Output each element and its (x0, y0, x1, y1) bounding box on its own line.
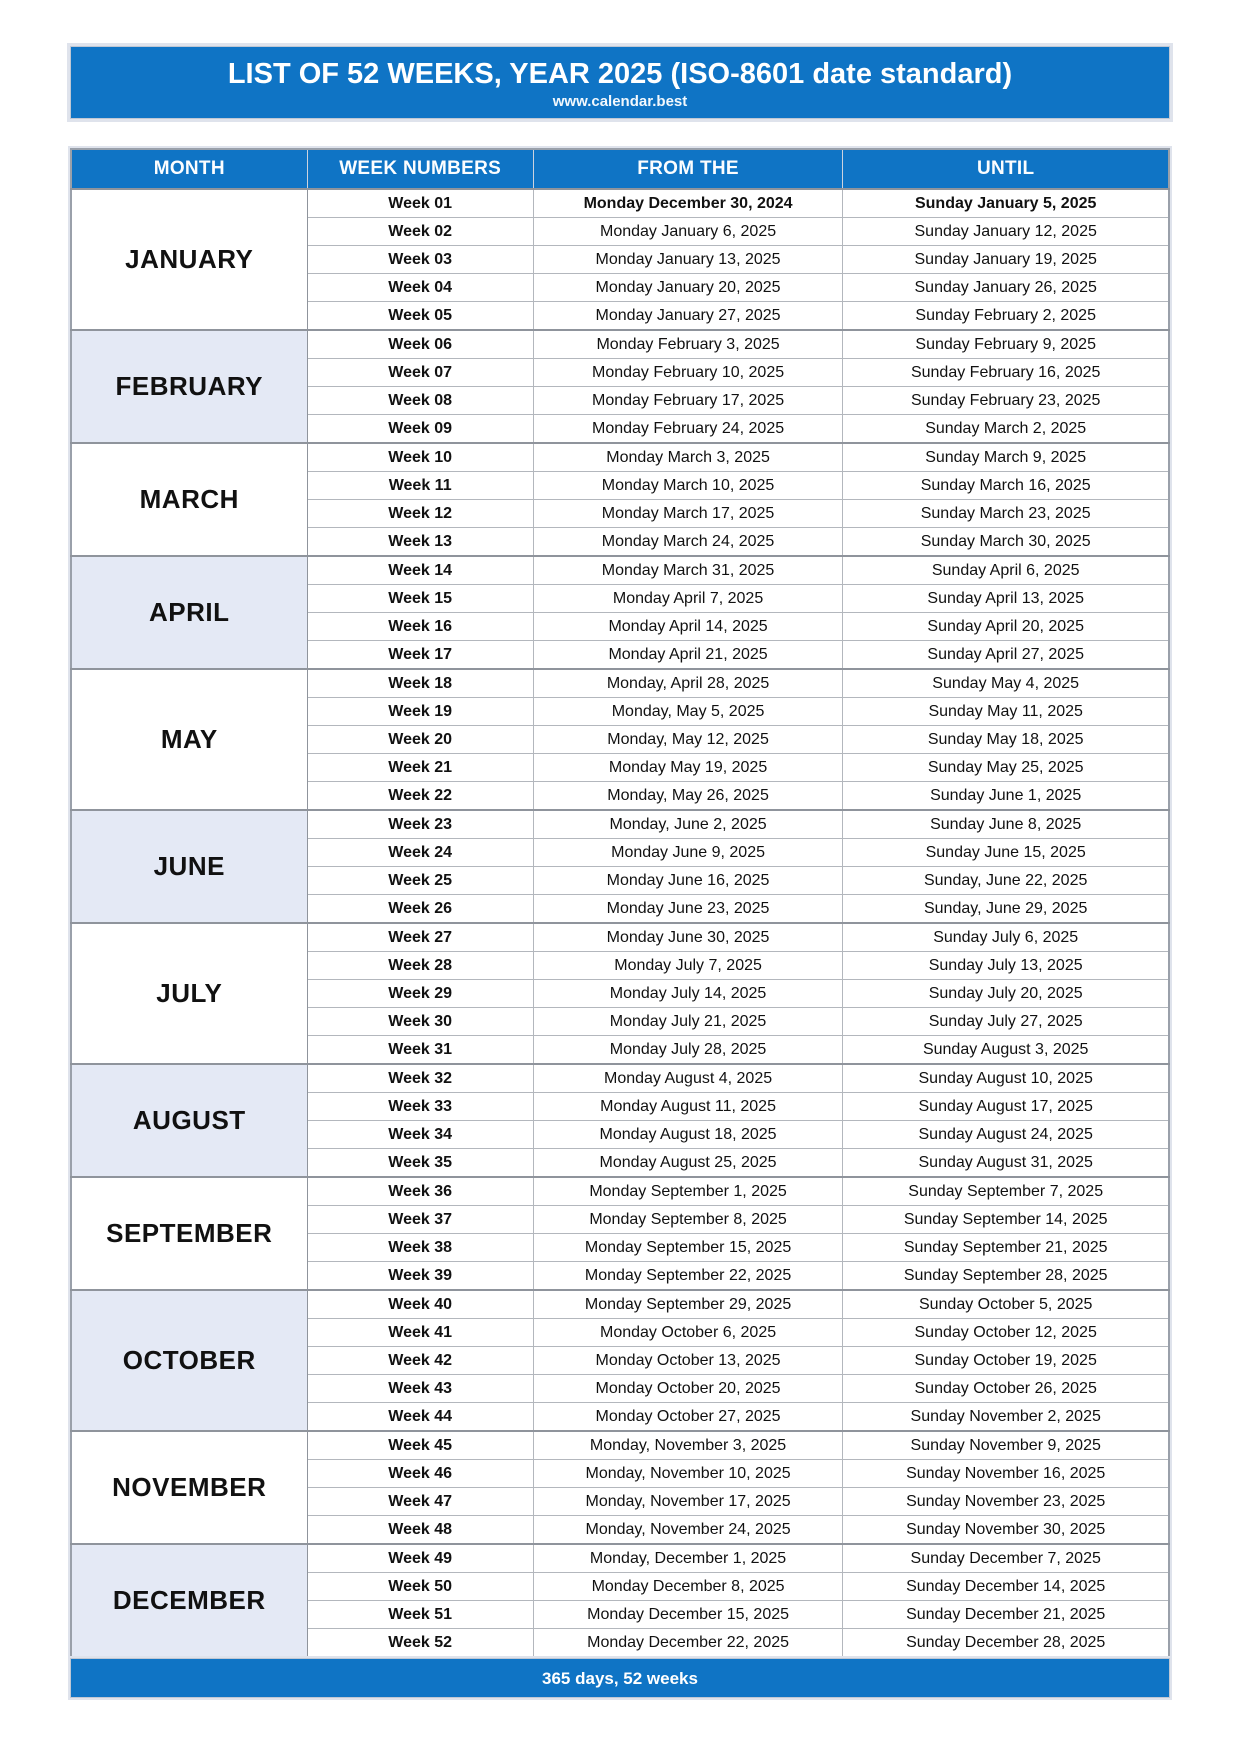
month-cell-may: MAY (71, 669, 307, 810)
from-date: Monday, December 1, 2025 (533, 1544, 843, 1573)
from-date: Monday September 1, 2025 (533, 1177, 843, 1206)
month-cell-july: JULY (71, 923, 307, 1064)
until-date: Sunday February 2, 2025 (843, 302, 1169, 331)
from-date: Monday January 6, 2025 (533, 218, 843, 246)
month-cell-august: AUGUST (71, 1064, 307, 1177)
week-row (71, 810, 1169, 839)
month-cell-june: JUNE (71, 810, 307, 923)
week-number-label: Week 11 (307, 472, 533, 500)
footer-banner (70, 1658, 1170, 1698)
until-date: Sunday May 25, 2025 (843, 754, 1169, 782)
week-number-label: Week 22 (307, 782, 533, 811)
until-date: Sunday August 31, 2025 (843, 1149, 1169, 1178)
until-date: Sunday October 26, 2025 (843, 1375, 1169, 1403)
month-cell-september: SEPTEMBER (71, 1177, 307, 1290)
until-date: Sunday May 11, 2025 (843, 698, 1169, 726)
until-date: Sunday March 30, 2025 (843, 528, 1169, 557)
until-date: Sunday October 12, 2025 (843, 1319, 1169, 1347)
week-number-label: Week 39 (307, 1262, 533, 1291)
table-header-row (71, 149, 1169, 189)
week-number-label: Week 45 (307, 1431, 533, 1460)
from-date: Monday June 23, 2025 (533, 895, 843, 924)
from-date: Monday January 20, 2025 (533, 274, 843, 302)
from-date: Monday January 27, 2025 (533, 302, 843, 331)
until-date: Sunday December 28, 2025 (843, 1629, 1169, 1658)
from-date: Monday April 14, 2025 (533, 613, 843, 641)
week-number-label: Week 07 (307, 359, 533, 387)
week-number-label: Week 21 (307, 754, 533, 782)
week-number-label: Week 26 (307, 895, 533, 924)
from-date: Monday March 10, 2025 (533, 472, 843, 500)
from-date: Monday, May 26, 2025 (533, 782, 843, 811)
week-number-label: Week 06 (307, 330, 533, 359)
month-cell-december: DECEMBER (71, 1544, 307, 1657)
until-date: Sunday September 14, 2025 (843, 1206, 1169, 1234)
month-cell-february: FEBRUARY (71, 330, 307, 443)
until-date: Sunday August 24, 2025 (843, 1121, 1169, 1149)
from-date: Monday December 22, 2025 (533, 1629, 843, 1658)
until-date: Sunday September 7, 2025 (843, 1177, 1169, 1206)
from-date: Monday September 15, 2025 (533, 1234, 843, 1262)
title-banner (70, 46, 1170, 119)
week-number-label: Week 52 (307, 1629, 533, 1658)
from-date: Monday October 13, 2025 (533, 1347, 843, 1375)
from-date: Monday March 17, 2025 (533, 500, 843, 528)
week-row (71, 556, 1169, 585)
from-date: Monday, November 24, 2025 (533, 1516, 843, 1545)
month-cell-april: APRIL (71, 556, 307, 669)
week-number-label: Week 15 (307, 585, 533, 613)
until-date: Sunday June 1, 2025 (843, 782, 1169, 811)
from-date: Monday February 3, 2025 (533, 330, 843, 359)
week-number-label: Week 30 (307, 1008, 533, 1036)
week-number-label: Week 02 (307, 218, 533, 246)
until-date: Sunday November 16, 2025 (843, 1460, 1169, 1488)
week-row (71, 330, 1169, 359)
from-date: Monday July 21, 2025 (533, 1008, 843, 1036)
weeks-table (70, 148, 1170, 1658)
until-date: Sunday January 12, 2025 (843, 218, 1169, 246)
week-number-label: Week 24 (307, 839, 533, 867)
week-row (71, 1064, 1169, 1093)
week-number-label: Week 49 (307, 1544, 533, 1573)
until-date: Sunday March 23, 2025 (843, 500, 1169, 528)
week-row (71, 923, 1169, 952)
from-date: Monday, May 12, 2025 (533, 726, 843, 754)
from-date: Monday July 28, 2025 (533, 1036, 843, 1065)
week-number-label: Week 16 (307, 613, 533, 641)
from-date: Monday August 4, 2025 (533, 1064, 843, 1093)
until-date: Sunday July 6, 2025 (843, 923, 1169, 952)
week-number-label: Week 01 (307, 189, 533, 218)
week-number-label: Week 13 (307, 528, 533, 557)
until-date: Sunday February 23, 2025 (843, 387, 1169, 415)
until-date: Sunday November 2, 2025 (843, 1403, 1169, 1432)
column-header-until: UNTIL (843, 149, 1169, 189)
until-date: Sunday November 30, 2025 (843, 1516, 1169, 1545)
week-row (71, 443, 1169, 472)
until-date: Sunday May 18, 2025 (843, 726, 1169, 754)
until-date: Sunday July 20, 2025 (843, 980, 1169, 1008)
from-date: Monday June 30, 2025 (533, 923, 843, 952)
from-date: Monday April 7, 2025 (533, 585, 843, 613)
week-row (71, 189, 1169, 218)
week-number-label: Week 27 (307, 923, 533, 952)
until-date: Sunday June 15, 2025 (843, 839, 1169, 867)
from-date: Monday March 3, 2025 (533, 443, 843, 472)
week-number-label: Week 20 (307, 726, 533, 754)
from-date: Monday September 29, 2025 (533, 1290, 843, 1319)
week-number-label: Week 14 (307, 556, 533, 585)
until-date: Sunday, June 29, 2025 (843, 895, 1169, 924)
until-date: Sunday January 5, 2025 (843, 189, 1169, 218)
from-date: Monday, April 28, 2025 (533, 669, 843, 698)
from-date: Monday December 15, 2025 (533, 1601, 843, 1629)
week-number-label: Week 09 (307, 415, 533, 444)
from-date: Monday August 25, 2025 (533, 1149, 843, 1178)
until-date: Sunday October 5, 2025 (843, 1290, 1169, 1319)
from-date: Monday February 17, 2025 (533, 387, 843, 415)
month-cell-january: JANUARY (71, 189, 307, 330)
footer-summary: 365 days, 52 weeks (542, 1669, 698, 1688)
week-number-label: Week 12 (307, 500, 533, 528)
week-number-label: Week 10 (307, 443, 533, 472)
page-title: LIST OF 52 WEEKS, YEAR 2025 (ISO-8601 date standard) (227, 58, 1013, 90)
week-number-label: Week 32 (307, 1064, 533, 1093)
week-number-label: Week 19 (307, 698, 533, 726)
until-date: Sunday March 16, 2025 (843, 472, 1169, 500)
until-date: Sunday April 13, 2025 (843, 585, 1169, 613)
month-cell-march: MARCH (71, 443, 307, 556)
week-number-label: Week 40 (307, 1290, 533, 1319)
until-date: Sunday July 13, 2025 (843, 952, 1169, 980)
until-date: Sunday July 27, 2025 (843, 1008, 1169, 1036)
from-date: Monday June 16, 2025 (533, 867, 843, 895)
week-number-label: Week 41 (307, 1319, 533, 1347)
week-number-label: Week 23 (307, 810, 533, 839)
from-date: Monday, November 17, 2025 (533, 1488, 843, 1516)
week-number-label: Week 51 (307, 1601, 533, 1629)
week-number-label: Week 28 (307, 952, 533, 980)
month-cell-october: OCTOBER (71, 1290, 307, 1431)
from-date: Monday February 10, 2025 (533, 359, 843, 387)
week-number-label: Week 43 (307, 1375, 533, 1403)
from-date: Monday March 24, 2025 (533, 528, 843, 557)
website-link[interactable]: www.calendar.best (552, 93, 688, 110)
until-date: Sunday August 17, 2025 (843, 1093, 1169, 1121)
from-date: Monday, June 2, 2025 (533, 810, 843, 839)
calendar-page (70, 0, 1170, 1698)
week-number-label: Week 35 (307, 1149, 533, 1178)
from-date: Monday, May 5, 2025 (533, 698, 843, 726)
week-number-label: Week 17 (307, 641, 533, 670)
from-date: Monday January 13, 2025 (533, 246, 843, 274)
from-date: Monday August 18, 2025 (533, 1121, 843, 1149)
from-date: Monday August 11, 2025 (533, 1093, 843, 1121)
week-row (71, 669, 1169, 698)
week-number-label: Week 05 (307, 302, 533, 331)
until-date: Sunday August 10, 2025 (843, 1064, 1169, 1093)
week-number-label: Week 18 (307, 669, 533, 698)
week-row (71, 1544, 1169, 1573)
from-date: Monday October 6, 2025 (533, 1319, 843, 1347)
until-date: Sunday September 28, 2025 (843, 1262, 1169, 1291)
week-number-label: Week 42 (307, 1347, 533, 1375)
until-date: Sunday March 2, 2025 (843, 415, 1169, 444)
until-date: Sunday, June 22, 2025 (843, 867, 1169, 895)
from-date: Monday February 24, 2025 (533, 415, 843, 444)
week-number-label: Week 33 (307, 1093, 533, 1121)
from-date: Monday April 21, 2025 (533, 641, 843, 670)
until-date: Sunday October 19, 2025 (843, 1347, 1169, 1375)
from-date: Monday May 19, 2025 (533, 754, 843, 782)
week-number-label: Week 50 (307, 1573, 533, 1601)
until-date: Sunday April 27, 2025 (843, 641, 1169, 670)
until-date: Sunday December 7, 2025 (843, 1544, 1169, 1573)
column-header-from-the: FROM THE (533, 149, 843, 189)
month-cell-november: NOVEMBER (71, 1431, 307, 1544)
until-date: Sunday September 21, 2025 (843, 1234, 1169, 1262)
week-number-label: Week 48 (307, 1516, 533, 1545)
from-date: Monday October 27, 2025 (533, 1403, 843, 1432)
week-row (71, 1290, 1169, 1319)
week-number-label: Week 36 (307, 1177, 533, 1206)
week-number-label: Week 03 (307, 246, 533, 274)
from-date: Monday September 8, 2025 (533, 1206, 843, 1234)
until-date: Sunday November 23, 2025 (843, 1488, 1169, 1516)
week-number-label: Week 34 (307, 1121, 533, 1149)
column-header-week-numbers: WEEK NUMBERS (307, 149, 533, 189)
week-number-label: Week 04 (307, 274, 533, 302)
until-date: Sunday December 21, 2025 (843, 1601, 1169, 1629)
until-date: Sunday April 6, 2025 (843, 556, 1169, 585)
from-date: Monday, November 10, 2025 (533, 1460, 843, 1488)
from-date: Monday July 7, 2025 (533, 952, 843, 980)
from-date: Monday September 22, 2025 (533, 1262, 843, 1291)
week-number-label: Week 25 (307, 867, 533, 895)
from-date: Monday July 14, 2025 (533, 980, 843, 1008)
until-date: Sunday January 19, 2025 (843, 246, 1169, 274)
week-row (71, 1177, 1169, 1206)
until-date: Sunday February 16, 2025 (843, 359, 1169, 387)
week-number-label: Week 38 (307, 1234, 533, 1262)
from-date: Monday December 30, 2024 (533, 189, 843, 218)
week-number-label: Week 46 (307, 1460, 533, 1488)
from-date: Monday October 20, 2025 (533, 1375, 843, 1403)
from-date: Monday June 9, 2025 (533, 839, 843, 867)
until-date: Sunday January 26, 2025 (843, 274, 1169, 302)
until-date: Sunday November 9, 2025 (843, 1431, 1169, 1460)
until-date: Sunday March 9, 2025 (843, 443, 1169, 472)
week-number-label: Week 37 (307, 1206, 533, 1234)
week-number-label: Week 08 (307, 387, 533, 415)
from-date: Monday December 8, 2025 (533, 1573, 843, 1601)
week-number-label: Week 44 (307, 1403, 533, 1432)
until-date: Sunday June 8, 2025 (843, 810, 1169, 839)
week-number-label: Week 29 (307, 980, 533, 1008)
week-row (71, 1431, 1169, 1460)
until-date: Sunday December 14, 2025 (843, 1573, 1169, 1601)
until-date: Sunday May 4, 2025 (843, 669, 1169, 698)
from-date: Monday March 31, 2025 (533, 556, 843, 585)
column-header-month: MONTH (71, 149, 307, 189)
week-number-label: Week 31 (307, 1036, 533, 1065)
from-date: Monday, November 3, 2025 (533, 1431, 843, 1460)
until-date: Sunday August 3, 2025 (843, 1036, 1169, 1065)
week-number-label: Week 47 (307, 1488, 533, 1516)
until-date: Sunday February 9, 2025 (843, 330, 1169, 359)
until-date: Sunday April 20, 2025 (843, 613, 1169, 641)
